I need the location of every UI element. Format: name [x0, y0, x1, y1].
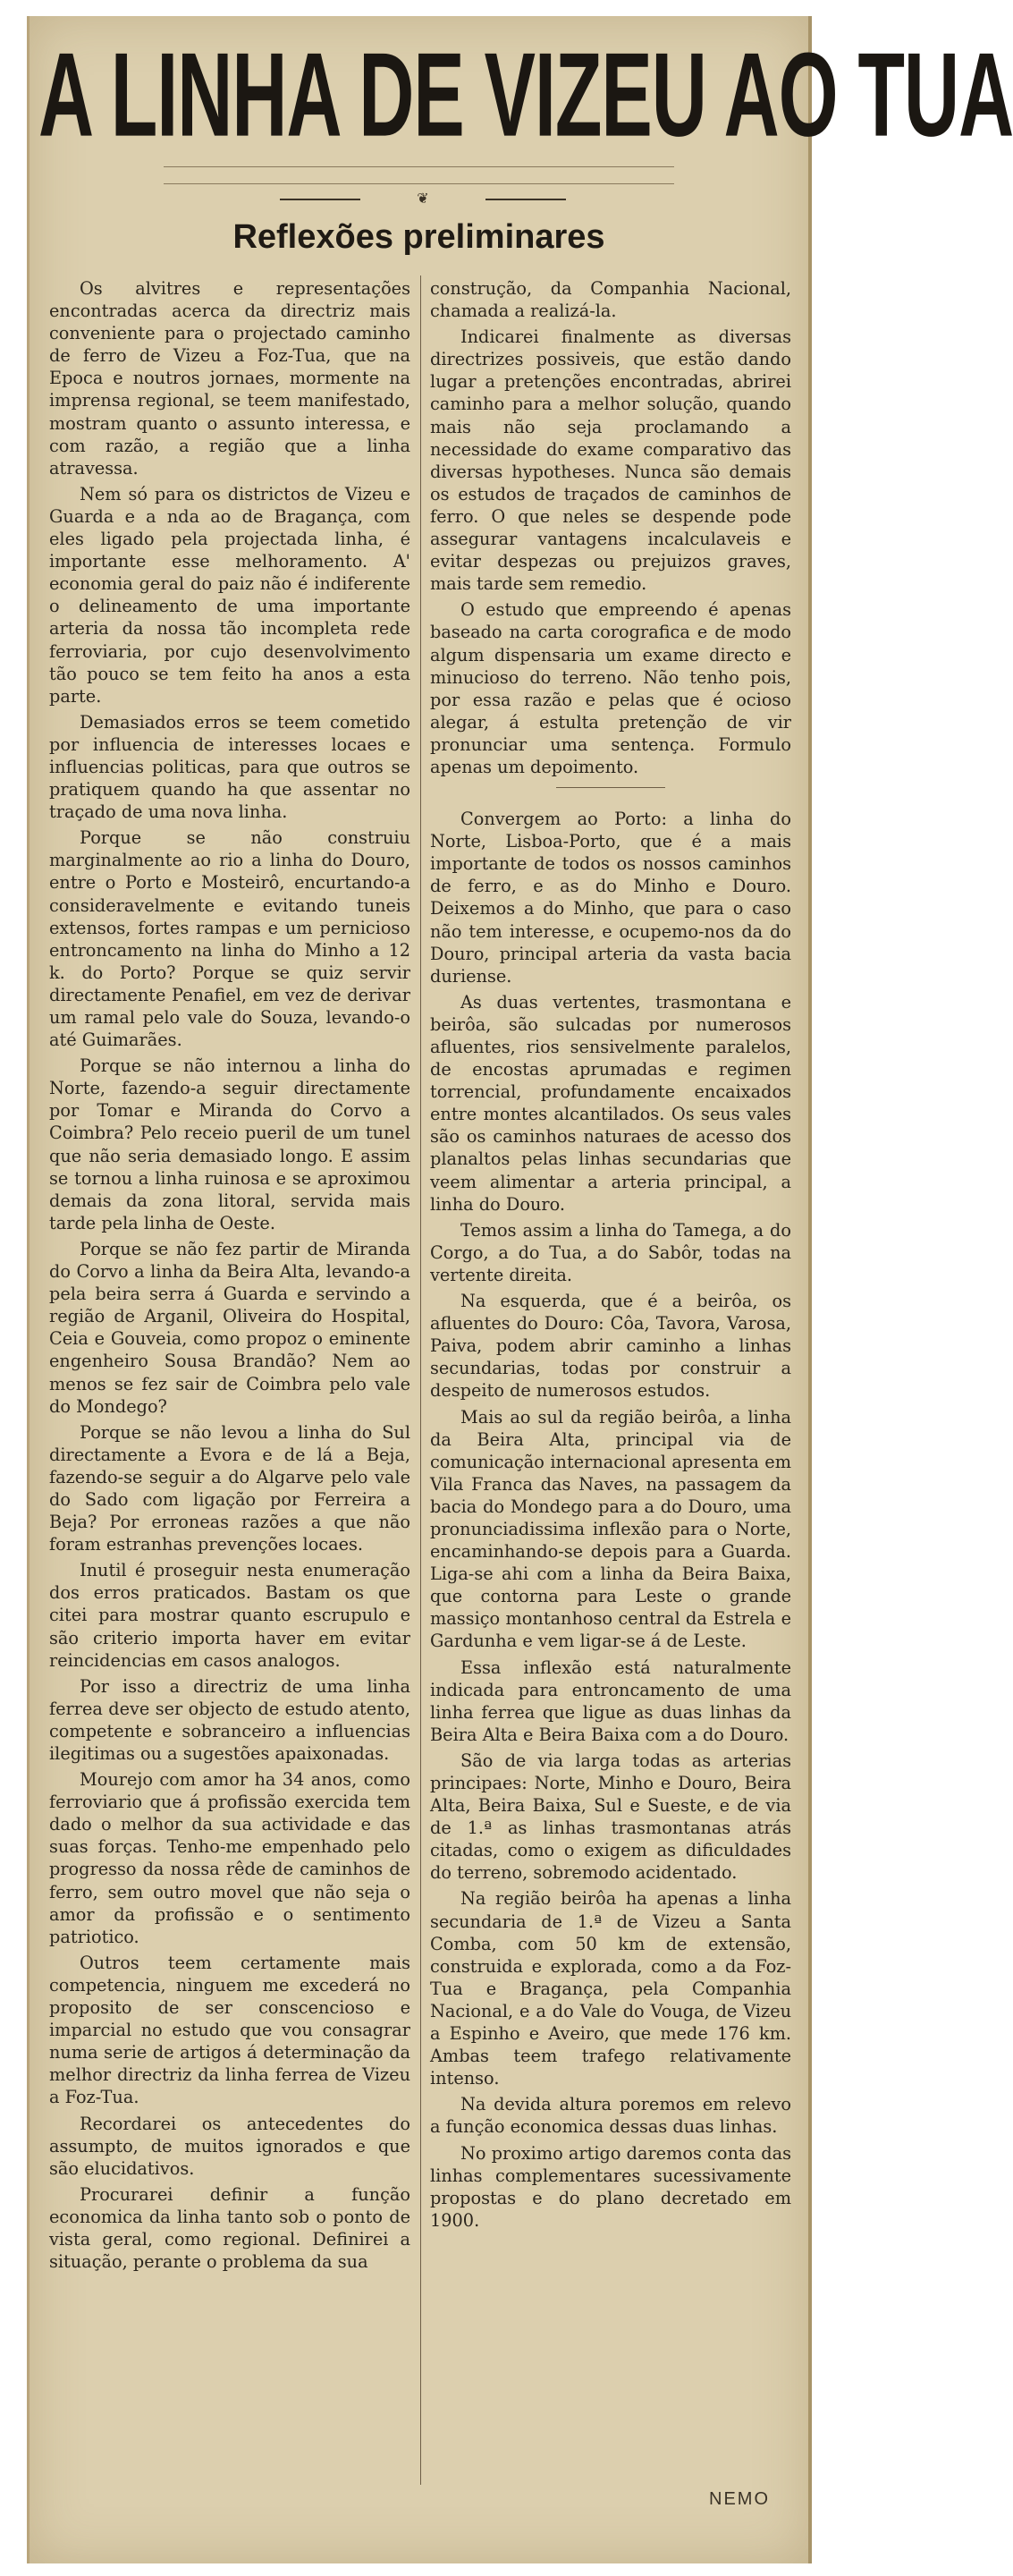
newspaper-clipping	[27, 16, 1013, 2563]
paragraph: Nem só para os districtos de Vizeu e Guarda e a nda ao de Bragança, com eles ligado pela projectada linha, é importante esse melhoramento. A' economia geral do paiz não é indiferente o delineamento de uma importante arteria da nossa tão incompleta rede ferroviaria, por cujo desenvolvimento tão pouco se tem feito ha anos a esta parte.	[49, 483, 410, 707]
paragraph: Mourejo com amor ha 34 anos, como ferroviario que á profissão exercida tem dado o melhor da sua actividade e das suas forças. Tenho-me empenhado pelo progresso da nossa rêde de caminhos de ferro, sem outro movel que não seja o amor da profissão e o sentimento patriotico.	[49, 1769, 410, 1947]
paragraph: São de via larga todas as arterias principaes: Norte, Minho e Douro, Beira Alta, Beira Baixa, Sul e Sueste, e de via de 1.ª as linhas trasmontanas atrás citadas, como o exigem as dificuldades do terreno, sobremodo acidentado.	[430, 1750, 791, 1884]
paragraph: O estudo que empreendo é apenas baseado na carta corografica e de modo algum dispensaria um exame directo e minucioso do terreno. Não tenho pois, por essa razão e pelas que é ocioso alegar, á estulta pretenção de vir pronunciar uma sentença. Formulo apenas um depoimento.	[430, 599, 791, 777]
paragraph: Os alvitres e representações encontradas acerca da directriz mais conveniente para o projectado caminho de ferro de Vizeu a Foz-Tua, que na Epoca e noutros jornaes, mormente na imprensa regional, se teem manifestado, mostram quanto o assunto interessa, e com razão, a região que a linha atravessa.	[49, 278, 410, 479]
paragraph: Por isso a directriz de uma linha ferrea deve ser objecto de estudo atento, competente e sobranceiro a influencias ilegitimas ou a sugestões apaixonadas.	[49, 1675, 410, 1764]
ornamental-rule: ❦	[360, 191, 485, 206]
left-column	[49, 277, 410, 2460]
paragraph: Convergem ao Porto: a linha do Norte, Lisboa-Porto, que é a mais importante de todos os nossos caminhos de ferro, e as do Minho e Douro. Deixemos a do Minho, que para o caso não tem interesse, e ocupemo-nos da do Douro, principal arteria da vasta bacia duriense.	[430, 809, 791, 987]
section-separator	[556, 787, 664, 788]
paragraph: Indicarei finalmente as diversas directrizes possiveis, que estão dando lugar a pretenções encontradas, abrirei caminho para a melhor solução, quando mais não seja proclamando a necessidade do exame comparativo das diversas hypotheses. Nunca são demais os estudos de traçados de caminhos de ferro. O que neles se despende pode assegurar vantagens incalculaveis e evitar despezas ou prejuizos graves, mais tarde sem remedio.	[430, 326, 791, 595]
paragraph: Na devida altura poremos em relevo a função economica dessas duas linhas.	[430, 2094, 791, 2138]
paragraph: Mais ao sul da região beirôa, a linha da Beira Alta, principal via de comunicação internacional apresenta em Vila Franca das Naves, na passagem da bacia do Mondego para a do Douro, uma pronunciadissima inflexão para o Norte, encaminhando-se depois para a Guarda. Liga-se ahi com a linha da Beira Baixa, que contorna para Leste o grande massiço montanhoso central da Estrela e Gardunha e vem ligar-se á de Leste.	[430, 1406, 791, 1652]
article-subheadline: Reflexões preliminares	[232, 218, 605, 256]
author-signature: NEMO	[709, 2489, 770, 2509]
paragraph: Temos assim a linha do Tamega, a do Corgo, a do Tua, a do Sabôr, todas na vertente direita.	[430, 1219, 791, 1285]
article-headline: A LINHA DE VIZEU AO TUA	[38, 29, 1013, 163]
paragraph: Porque se não fez partir de Miranda do Corvo a linha da Beira Alta, levando-a pela beira serra á Guarda e servindo a região de Arganil, Oliveira do Hospital, Ceia e Gouveia, como propoz o eminente engenheiro Sousa Brandão? Nem ao menos se fez sair de Coimbra pelo vale do Mondego?	[49, 1238, 410, 1417]
paragraph: Porque se não construiu marginalmente ao rio a linha do Douro, entre o Porto e Mosteirô, encurtando-a consideravelmente e evitando tuneis extensos, fortes rampas e um pernicioso entroncamento na linha do Minho a 12 k. do Porto? Porque se quiz servir directamente Penafiel, em vez de derivar um ramal pelo vale do Souza, levando-o até Guimarães.	[49, 827, 410, 1051]
paragraph: No proximo artigo daremos conta das linhas complementares sucessivamente propostas e do plano decretado em 1900.	[430, 2142, 791, 2231]
paragraph: Demasiados erros se teem cometido por influencia de interesses locaes e influencias politicas, para que outros se pratiquem quando ha que assentar no traçado de uma nova linha.	[49, 711, 410, 823]
paragraph: Porque se não internou a linha do Norte, fazendo-a seguir directamente por Tomar e Miranda do Corvo a Coimbra? Pelo receio pueril de um tunel que não seria demasiado longo. E assim se tornou a linha ruinosa e se aproximou demais da zona litoral, servida mais tarde pela linha de Oeste.	[49, 1055, 410, 1233]
show-through-band	[164, 166, 674, 184]
paragraph: Na região beirôa ha apenas a linha secundaria de 1.ª de Vizeu a Santa Comba, com 50 km de extensão, construida e explorada, como a da Foz-Tua e Bragança, pela Companhia Nacional, e a do Vale do Vouga, de Vizeu a Espinho e Aveiro, que mede 176 km. Ambas teem trafego relativamente intenso.	[430, 1888, 791, 2089]
paragraph: Porque se não levou a linha do Sul directamente a Evora e de lá a Beja, fazendo-se seguir a do Algarve pelo vale do Sado com ligação por Ferreira a Beja? Por erroneas razões a que não foram estranhas prevenções locaes.	[49, 1421, 410, 1555]
paragraph: Na esquerda, que é a beirôa, os afluentes do Douro: Côa, Tavora, Varosa, Paiva, podem abrir caminho a linhas secundarias, todas por construir a despeito de numerosos estudos.	[430, 1291, 791, 1402]
paragraph: Inutil é proseguir nesta enumeração dos erros praticados. Bastam os que citei para mostrar quanto escrupulo e são criterio importa haver em evitar reincidencias em casos analogos.	[49, 1560, 410, 1671]
paragraph: Essa inflexão está naturalmente indicada para entroncamento de uma linha ferrea que ligue as duas linhas da Beira Alta e Beira Baixa com a do Douro.	[430, 1657, 791, 1745]
paragraph: As duas vertentes, trasmontana e beirôa, são sulcadas por numerosos afluentes, rios sensivelmente paralelos, de encostas aprumadas e regimen torrencial, profundamente encaixados entre montes alcantilados. Os seus vales são os caminhos naturaes de acesso dos planaltos pelas linhas secundarias que veem alimentar a arteria principal, a linha do Douro.	[430, 991, 791, 1215]
paragraph: Outros teem certamente mais competencia, ninguem me excederá no proposito de ser conscencioso e imparcial no estudo que vou consagrar numa serie de artigos á determinação da melhor directriz da linha ferrea de Vizeu a Foz-Tua.	[49, 1952, 410, 2108]
column-rule	[420, 275, 421, 2485]
paragraph: Procurarei definir a função economica da linha tanto sob o ponto de vista geral, como regional. Definirei a situação, perante o problema da sua	[49, 2183, 410, 2273]
right-column	[430, 277, 791, 2460]
paragraph: construção, da Companhia Nacional, chamada a realizá-la.	[430, 278, 791, 322]
paragraph: Recordarei os antecedentes do assumpto, de muitos ignorados e que são elucidativos.	[49, 2113, 410, 2179]
